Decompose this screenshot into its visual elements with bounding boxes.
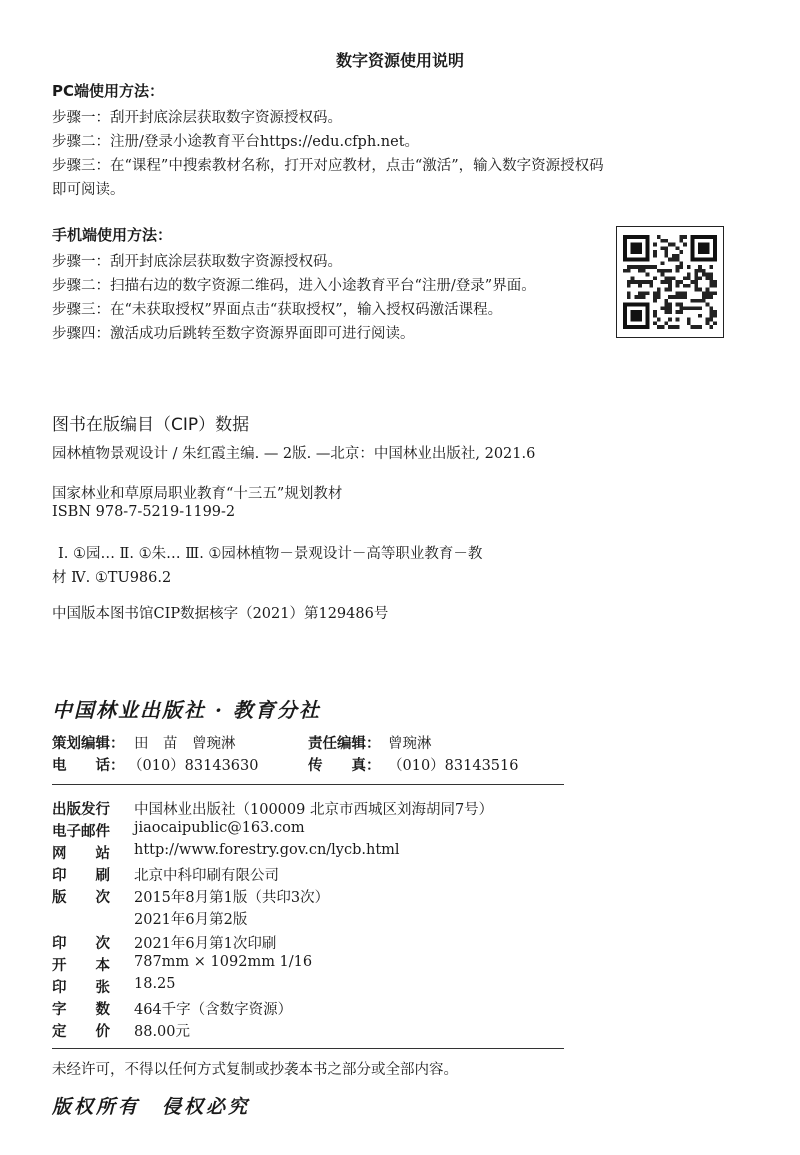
colophon-value: 88.00元 bbox=[134, 1024, 191, 1040]
page-title: 数字资源使用说明 bbox=[335, 51, 464, 70]
colophon-label: 印 次 bbox=[52, 936, 110, 952]
colophon-label: 电子邮件 bbox=[52, 824, 110, 840]
fax-label: 传 真： bbox=[308, 758, 381, 774]
colophon-value: jiaocaipublic@163.com bbox=[134, 820, 305, 836]
colophon-value: 18.25 bbox=[134, 976, 176, 992]
colophon-label: 开 本 bbox=[52, 958, 110, 974]
pc-step-2: 步骤二：注册/登录小途教育平台https://edu.cfph.net。 bbox=[52, 134, 420, 150]
pc-step-1: 步骤一：刮开封底涂层获取数字资源授权码。 bbox=[52, 110, 342, 126]
phone-value: （010）83143630 bbox=[128, 758, 259, 774]
pc-step-3-cont: 即可阅读。 bbox=[52, 182, 125, 198]
cip-isbn: ISBN 978-7-5219-1199-2 bbox=[52, 504, 236, 520]
mobile-step-1: 步骤一：刮开封底涂层获取数字资源授权码。 bbox=[52, 254, 342, 270]
colophon-value[interactable]: http://www.forestry.gov.cn/lycb.html bbox=[134, 842, 400, 858]
cip-line-1: 园林植物景观设计 / 朱红霞主编. — 2版. —北京：中国林业出版社, 2021.6 bbox=[52, 446, 536, 462]
publisher-name: 中国林业出版社 · 教育分社 bbox=[52, 698, 321, 722]
cip-class-2: 材 Ⅳ. ①TU986.2 bbox=[52, 570, 172, 586]
colophon-label: 出版发行 bbox=[52, 802, 110, 818]
colophon-label: 网 站 bbox=[52, 846, 110, 862]
colophon-value: 北京中科印刷有限公司 bbox=[134, 868, 279, 884]
mobile-step-3: 步骤三：在“未获取授权”界面点击“获取授权”，输入授权码激活课程。 bbox=[52, 302, 503, 318]
cip-heading: 图书在版编目（CIP）数据 bbox=[52, 415, 250, 435]
colophon-value: 中国林业出版社（100009 北京市西城区刘海胡同7号） bbox=[134, 802, 494, 818]
planning-editor-label: 策划编辑： bbox=[52, 736, 125, 752]
colophon-value: 787mm × 1092mm 1/16 bbox=[134, 954, 313, 970]
mobile-step-2: 步骤二：扫描右边的数字资源二维码，进入小途教育平台“注册/登录”界面。 bbox=[52, 278, 536, 294]
responsible-editor-value: 曾琬淋 bbox=[388, 736, 432, 752]
colophon-value: 464千字（含数字资源） bbox=[134, 1002, 293, 1018]
mobile-step-4: 步骤四：激活成功后跳转至数字资源界面即可进行阅读。 bbox=[52, 326, 415, 342]
copyright-notice: 未经许可，不得以任何方式复制或抄袭本书之部分或全部内容。 bbox=[52, 1062, 458, 1078]
colophon-label: 字 数 bbox=[52, 1002, 110, 1018]
cip-class-1: Ⅰ. ①园… Ⅱ. ①朱… Ⅲ. ①园林植物－景观设计－高等职业教育－教 bbox=[58, 546, 483, 562]
cip-number: 中国版本图书馆CIP数据核字（2021）第129486号 bbox=[52, 606, 389, 622]
pc-step-3: 步骤三：在“课程”中搜索教材名称，打开对应教材，点击“激活”，输入数字资源授权码 bbox=[52, 158, 604, 174]
colophon-label: 印 张 bbox=[52, 980, 110, 996]
phone-label: 电 话： bbox=[52, 758, 125, 774]
fax-value: （010）83143516 bbox=[388, 758, 519, 774]
cip-line-2: 国家林业和草原局职业教育“十三五”规划教材 bbox=[52, 486, 343, 502]
colophon-label: 版 次 bbox=[52, 890, 110, 906]
rights-reserved: 版权所有 侵权必究 bbox=[52, 1096, 251, 1118]
colophon-label: 定 价 bbox=[52, 1024, 110, 1040]
colophon-label: 印 刷 bbox=[52, 868, 110, 884]
divider-top bbox=[52, 784, 564, 785]
qr-code-icon[interactable] bbox=[616, 226, 724, 338]
colophon-value: 2015年8月第1版（共印3次） bbox=[134, 890, 330, 906]
colophon-value: 2021年6月第1次印刷 bbox=[134, 936, 277, 952]
responsible-editor-label: 责任编辑： bbox=[308, 736, 381, 752]
divider-bottom bbox=[52, 1048, 564, 1049]
mobile-heading: 手机端使用方法： bbox=[52, 226, 173, 244]
colophon-value: 2021年6月第2版 bbox=[134, 912, 248, 928]
planning-editor-value: 田 苗 曾琬淋 bbox=[134, 736, 236, 752]
pc-heading: PC端使用方法： bbox=[52, 82, 165, 100]
